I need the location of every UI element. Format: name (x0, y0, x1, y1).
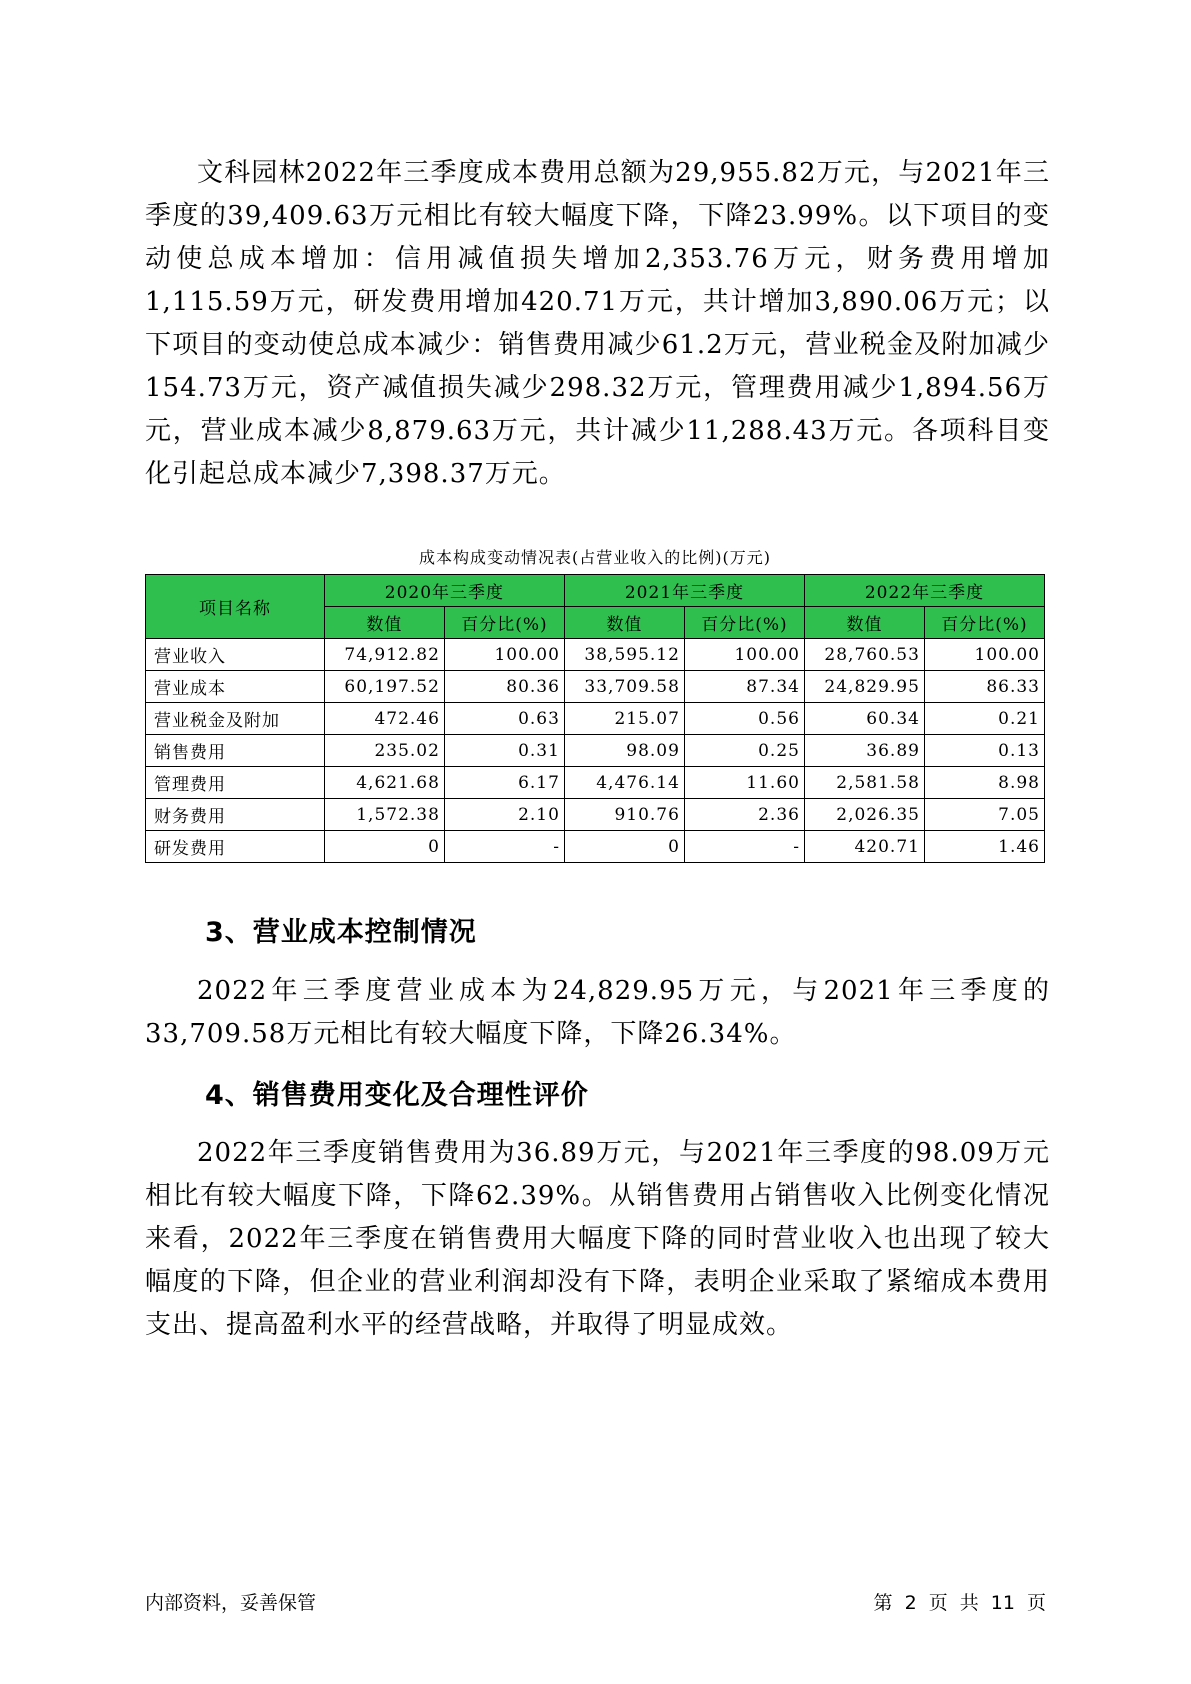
row-name: 营业收入 (146, 639, 325, 671)
header-period: 2022年三季度 (804, 575, 1044, 607)
cell-percent: 0.21 (924, 703, 1044, 735)
row-name: 管理费用 (146, 767, 325, 799)
table-row (146, 831, 1045, 863)
header-item-name: 项目名称 (146, 575, 325, 639)
row-name: 财务费用 (146, 799, 325, 831)
header-percent: 百分比(%) (684, 607, 804, 639)
header-percent: 百分比(%) (924, 607, 1044, 639)
paragraph-cost-summary: 文科园林2022年三季度成本费用总额为29,955.82万元，与2021年三季度的39,409.63万元相比有较大幅度下降，下降23.99%。以下项目的变动使总成本增加：信用减值损失增加2,353.76万元，财务费用增加1,115.59万元，研发费用增加420.71万元，共计增加3,890.06万元；以下项目的变动使总成本减少：销售费用减少61.2万元，营业税金及附加减少154.73万元，资产减值损失减少298.32万元，管理费用减少1,894.56万元，营业成本减少8,879.63万元，共计减少11,288.43万元。各项科目变化引起总成本减少7,398.37万元。 (145, 158, 1050, 489)
cell-value: 0 (564, 831, 684, 863)
cell-percent: - (684, 831, 804, 863)
cell-percent: 0.31 (444, 735, 564, 767)
header-value: 数值 (324, 607, 444, 639)
table-row (146, 799, 1045, 831)
row-name: 营业税金及附加 (146, 703, 325, 735)
table-row (146, 703, 1045, 735)
cell-value: 74,912.82 (324, 639, 444, 671)
cell-value: 910.76 (564, 799, 684, 831)
cell-value: 1,572.38 (324, 799, 444, 831)
cell-value: 60.34 (804, 703, 924, 735)
cell-percent: 80.36 (444, 671, 564, 703)
header-period: 2020年三季度 (324, 575, 564, 607)
cell-value: 215.07 (564, 703, 684, 735)
cell-value: 24,829.95 (804, 671, 924, 703)
header-percent: 百分比(%) (444, 607, 564, 639)
cell-value: 235.02 (324, 735, 444, 767)
row-name: 营业成本 (146, 671, 325, 703)
cell-percent: 0.25 (684, 735, 804, 767)
cell-value: 38,595.12 (564, 639, 684, 671)
header-value: 数值 (804, 607, 924, 639)
table-row (146, 639, 1045, 671)
cell-percent: 100.00 (924, 639, 1044, 671)
cell-value: 60,197.52 (324, 671, 444, 703)
cell-percent: 86.33 (924, 671, 1044, 703)
row-name: 销售费用 (146, 735, 325, 767)
cell-value: 2,581.58 (804, 767, 924, 799)
cell-percent: 0.13 (924, 735, 1044, 767)
table-header-row (146, 575, 1045, 607)
cell-percent: 87.34 (684, 671, 804, 703)
cell-value: 36.89 (804, 735, 924, 767)
cell-percent: 8.98 (924, 767, 1044, 799)
cell-value: 0 (324, 831, 444, 863)
cell-percent: 2.36 (684, 799, 804, 831)
header-value: 数值 (564, 607, 684, 639)
section-heading-operating-cost: 3、营业成本控制情况 (205, 917, 477, 948)
section-heading-sales-expense: 4、销售费用变化及合理性评价 (205, 1080, 589, 1111)
table-row (146, 735, 1045, 767)
row-name: 研发费用 (146, 831, 325, 863)
cell-value: 98.09 (564, 735, 684, 767)
cell-percent: 1.46 (924, 831, 1044, 863)
cell-value: 472.46 (324, 703, 444, 735)
cell-percent: 100.00 (684, 639, 804, 671)
cell-percent: 2.10 (444, 799, 564, 831)
cell-percent: 0.63 (444, 703, 564, 735)
cell-value: 28,760.53 (804, 639, 924, 671)
cell-percent: 100.00 (444, 639, 564, 671)
cell-value: 4,621.68 (324, 767, 444, 799)
footer-page-number: 第 2 页 共 11 页 (873, 1592, 1046, 1614)
cell-value: 33,709.58 (564, 671, 684, 703)
cell-value: 4,476.14 (564, 767, 684, 799)
table-caption: 成本构成变动情况表(占营业收入的比例)(万元) (419, 548, 771, 567)
paragraph-sales-expense: 2022年三季度销售费用为36.89万元，与2021年三季度的98.09万元相比有较大幅度下降，下降62.39%。从销售费用占销售收入比例变化情况来看，2022年三季度在销售费用大幅度下降的同时营业收入也出现了较大幅度的下降，但企业的营业利润却没有下降，表明企业采取了紧缩成本费用支出、提高盈利水平的经营战略，并取得了明显成效。 (145, 1138, 1050, 1340)
footer-confidential-note: 内部资料，妥善保管 (145, 1592, 317, 1614)
cost-structure-table (145, 574, 1045, 863)
cell-percent: 0.56 (684, 703, 804, 735)
paragraph-operating-cost: 2022年三季度营业成本为24,829.95万元，与2021年三季度的33,709.58万元相比有较大幅度下降，下降26.34%。 (145, 976, 1050, 1049)
cell-value: 2,026.35 (804, 799, 924, 831)
table-row (146, 671, 1045, 703)
cell-value: 420.71 (804, 831, 924, 863)
cell-percent: 6.17 (444, 767, 564, 799)
table-row (146, 767, 1045, 799)
cell-percent: 7.05 (924, 799, 1044, 831)
cell-percent: 11.60 (684, 767, 804, 799)
header-period: 2021年三季度 (564, 575, 804, 607)
cell-percent: - (444, 831, 564, 863)
